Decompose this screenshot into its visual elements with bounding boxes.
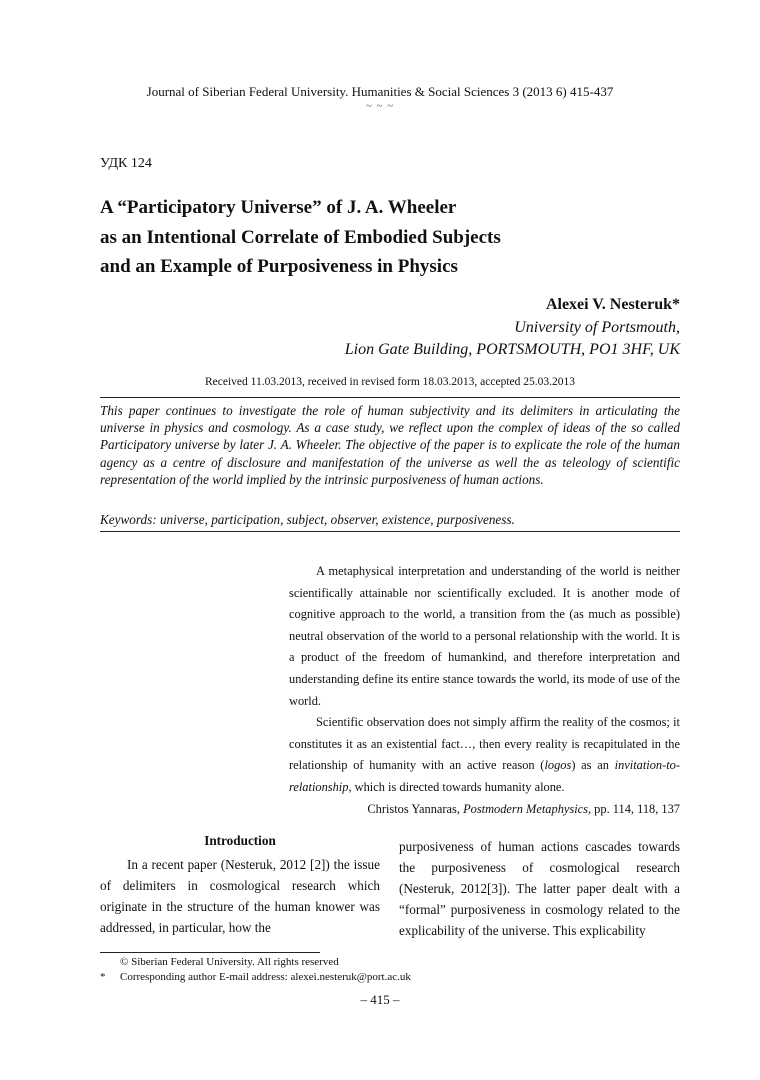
epigraph-pages: , pp. 114, 118, 137 <box>587 801 680 816</box>
affiliation-line-2: Lion Gate Building, PORTSMOUTH, PO1 3HF, UK <box>344 341 680 358</box>
intro-paragraph-right: purposiveness of human actions cascades towards the purposiveness of cosmological research (Nesteruk, 2012[3]). The latter paper dealt with a “formal” purposiveness in cosmology related to the explicability of the universe. This explicability <box>399 839 680 938</box>
footnote-copyright <box>100 955 411 970</box>
journal-header: Journal of Siberian Federal University. Humanities & Social Sciences 3 (2013 6) 415-437 <box>146 84 614 99</box>
footnote-corresponding <box>100 970 411 985</box>
epigraph-text: ) as an <box>571 758 615 773</box>
title-line-3: and an Example of Purposiveness in Physics <box>100 256 458 277</box>
author-block <box>345 293 680 361</box>
left-column <box>100 830 380 938</box>
affiliation-line-1: University of Portsmouth, <box>514 319 680 336</box>
epigraph-paragraph-2 <box>289 712 680 798</box>
paper-title <box>100 193 700 282</box>
abstract-top-rule <box>100 397 680 398</box>
section-heading-introduction: Introduction <box>204 833 276 848</box>
intro-paragraph-left: In a recent paper (Nesteruk, 2012 [2]) the issue of delimiters in cosmological research which originate in the structure of the human knower was addressed, in particular, how the <box>100 857 380 935</box>
epigraph-text: Scientific observation does not simply affirm the reality of the cosmos; it constitutes it as an existential fact…, then every reality is recapitulated in the relationship of humanity with an active reason ( <box>289 715 680 773</box>
right-column <box>399 836 680 941</box>
epigraph-logos: logos <box>544 758 572 773</box>
epigraph-author: Christos Yannaras, <box>367 801 464 816</box>
abstract: This paper continues to investigate the role of human subjectivity and its delimiters in articulating the universe in physics and cosmology. As a case study, we reflect upon the complex of ideas of the so called Participatory universe by later J. A. Wheeler. The objective of the paper is to explicate the role of the human agency as a centre of disclosure and manifestation of the universe as well the as teleology of scientific representation of the world implied by the intrinsic purposiveness of human actions. <box>100 403 680 487</box>
epigraph-invitation: invitation-to-relationship <box>289 758 681 794</box>
author-name: Alexei V. Nesteruk* <box>545 296 680 313</box>
abstract-bottom-rule <box>100 531 680 532</box>
epigraph-text: , which is directed towards humanity alone. <box>348 779 565 794</box>
footnote-mark: * <box>100 970 106 983</box>
header-ornament: ~ ~ ~ <box>365 100 395 112</box>
epigraph-paragraph-1: A metaphysical interpretation and understanding of the world is neither scientifically attainable nor scientifically excluded. It is another mode of cognitive approach to the world, a transition from the (as much as possible) neutral observation of the world to a personal relationship with the world. It is a product of the freedom of humankind, and therefore interpretation and understanding define its entire stance towards the world, its mode of use of the world. <box>289 564 680 708</box>
corresponding-author-text: Corresponding author E-mail address: alexei.nesteruk@port.ac.uk <box>120 970 411 983</box>
keywords: Keywords: universe, participation, subject, observer, existence, purposiveness. <box>100 512 515 527</box>
page-number: – 415 – <box>360 992 400 1007</box>
footnotes <box>100 955 411 984</box>
epigraph <box>289 561 680 820</box>
epigraph-attribution <box>289 799 680 821</box>
epigraph-work: Postmodern Metaphysics <box>463 801 588 816</box>
title-line-2: as an Intentional Correlate of Embodied Subjects <box>100 226 501 248</box>
received-dates: Received 11.03.2013, received in revised form 18.03.2013, accepted 25.03.2013 <box>204 376 576 388</box>
copyright-text: © Siberian Federal University. All rights reserved <box>120 956 339 968</box>
footnote-rule <box>100 952 320 953</box>
title-line-1: A “Participatory Universe” of J. A. Wheeler <box>100 197 457 218</box>
udk-code: УДК 124 <box>100 156 152 171</box>
